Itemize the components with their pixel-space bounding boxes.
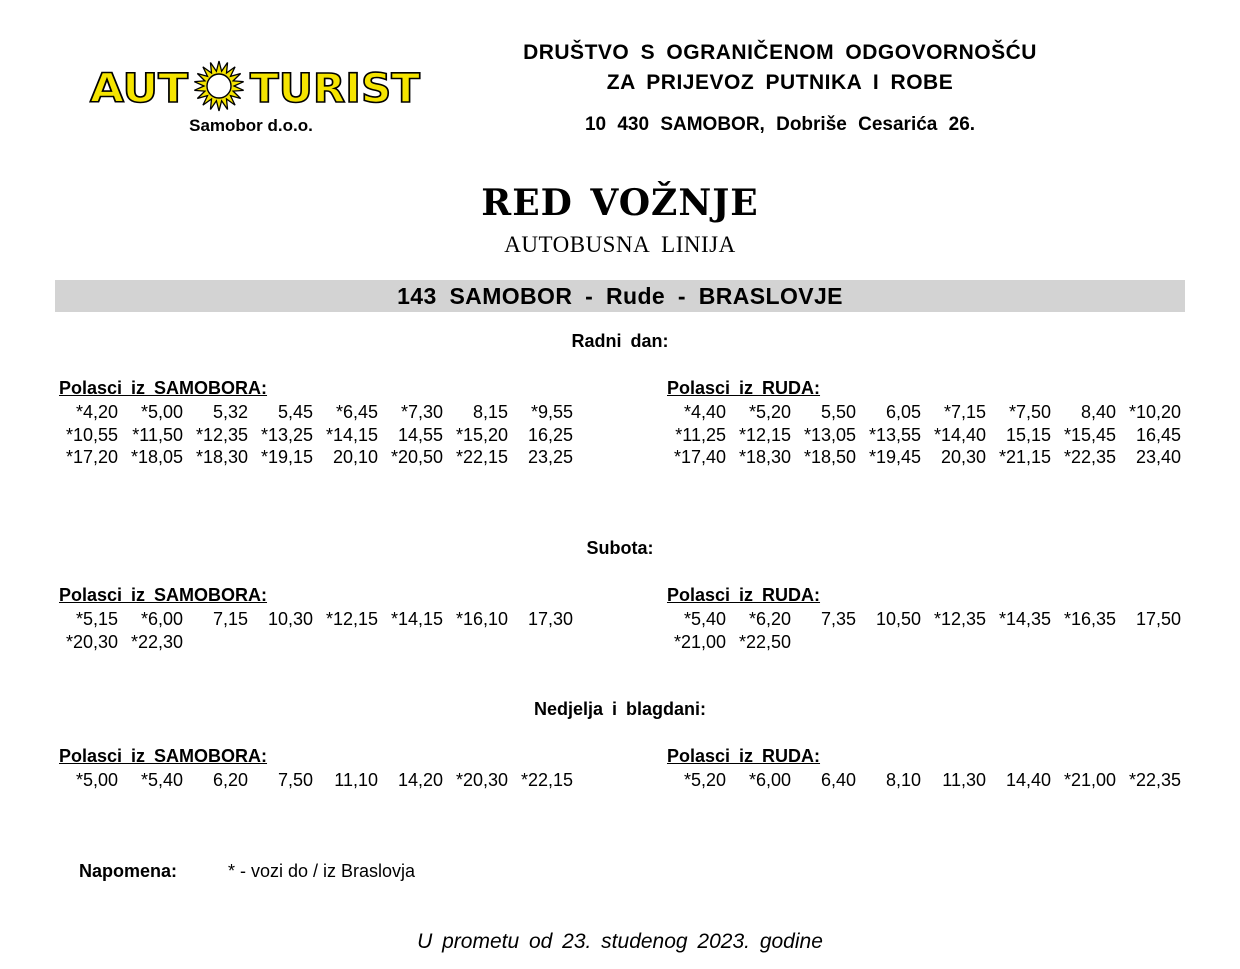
departure-time: *12,35	[933, 609, 986, 629]
departure-time: *4,40	[683, 402, 726, 422]
departure-time: 5,50	[820, 402, 856, 422]
departure-time: *6,20	[748, 609, 791, 629]
departure-time: *22,15	[455, 447, 508, 467]
departure-time: 14,20	[397, 770, 443, 790]
weekday-from-samobor-times	[53, 401, 573, 469]
section-title-sunday-holidays: Nedjelja i blagdani:	[533, 699, 707, 719]
departure-time: 8,40	[1080, 402, 1116, 422]
departure-time: *11,50	[132, 424, 183, 445]
departure-time: *6,00	[140, 609, 183, 629]
departure-time: *5,00	[75, 770, 118, 790]
departure-time: 20,10	[332, 447, 378, 467]
departure-time: *18,05	[130, 447, 183, 467]
saturday-from-samobor-heading: Polasci iz SAMOBORA:	[59, 585, 268, 605]
departure-time: *5,40	[683, 609, 726, 629]
departure-time: 7,15	[212, 609, 248, 629]
departure-time: *7,15	[943, 402, 986, 422]
departure-time: *15,45	[1063, 424, 1116, 445]
sunday-from-samobor-heading: Polasci iz SAMOBORA:	[59, 746, 268, 766]
sunday-from-ruda-times	[661, 769, 1181, 792]
sun-icon	[194, 61, 243, 111]
departure-time: 6,40	[820, 770, 856, 790]
departure-time: 8,10	[885, 770, 921, 790]
departure-time: 14,40	[1005, 770, 1051, 790]
validity-footer: U prometu od 23. studenog 2023. godine	[417, 930, 823, 953]
departure-time: *5,20	[683, 770, 726, 790]
departure-time: *10,20	[1128, 402, 1181, 422]
departure-time: *5,00	[140, 402, 183, 422]
company-line-2: ZA PRIJEVOZ PUTNIKA I ROBE	[606, 71, 954, 94]
departure-time: 11,30	[942, 770, 986, 790]
sunday-from-ruda-heading: Polasci iz RUDA:	[667, 746, 821, 766]
departure-time: *7,30	[400, 402, 443, 422]
logo-text-left: AUT	[90, 66, 189, 112]
departure-time: 15,15	[1005, 424, 1051, 445]
departure-time: *17,40	[673, 447, 726, 467]
departure-time: *9,55	[530, 402, 573, 422]
departure-time: *6,00	[748, 770, 791, 790]
weekday-from-ruda-times	[661, 401, 1181, 469]
departure-time: *17,20	[65, 447, 118, 467]
departure-time: *14,15	[390, 609, 443, 629]
departure-time: 14,55	[397, 424, 443, 445]
departure-time: *12,15	[325, 609, 378, 629]
departure-time: *16,10	[455, 609, 508, 629]
departure-time: *10,55	[65, 424, 118, 445]
departure-time: *21,00	[1063, 770, 1116, 790]
departure-time: *19,15	[260, 447, 313, 467]
company-name	[470, 38, 1090, 98]
departure-time: *22,50	[738, 631, 791, 652]
departure-time: 6,05	[885, 402, 921, 422]
departure-time: *6,45	[335, 402, 378, 422]
note-label: Napomena:	[79, 861, 178, 881]
departure-time: *11,25	[675, 424, 726, 445]
company-address: 10 430 SAMOBOR, Dobriše Cesarića 26.	[584, 114, 976, 135]
departure-time: *20,50	[390, 447, 443, 467]
departure-time: *4,20	[75, 402, 118, 422]
departure-time: *5,15	[75, 609, 118, 629]
logo-text-right: TURIST	[250, 66, 421, 112]
departure-time: 10,50	[875, 609, 921, 629]
company-logo	[88, 60, 424, 112]
departure-time: *21,00	[673, 631, 726, 652]
section-title-saturday: Subota:	[586, 538, 654, 558]
saturday-from-samobor-times	[53, 608, 573, 653]
note-text: * - vozi do / iz Braslovja	[228, 861, 416, 881]
company-line-1: DRUŠTVO S OGRANIČENOM ODGOVORNOŠĆU	[523, 41, 1037, 64]
departure-time: 16,45	[1135, 424, 1181, 445]
sunday-from-samobor-times	[53, 769, 573, 792]
departure-time: *22,30	[130, 631, 183, 652]
departure-time: *12,35	[195, 424, 248, 445]
departure-time: 20,30	[940, 447, 986, 467]
departure-time: *18,30	[195, 447, 248, 467]
departure-time: 17,50	[1135, 609, 1181, 629]
saturday-from-ruda-times	[661, 608, 1181, 653]
section-title-weekday: Radni dan:	[571, 331, 669, 351]
departure-time: *20,30	[455, 770, 508, 790]
departure-time: *21,15	[998, 447, 1051, 467]
departure-time: 6,20	[212, 770, 248, 790]
departure-time: 23,25	[527, 447, 573, 467]
logo-subtitle: Samobor d.o.o.	[189, 116, 313, 135]
departure-time: *5,40	[140, 770, 183, 790]
departure-time: *22,35	[1063, 447, 1116, 467]
departure-time: *22,35	[1128, 770, 1181, 790]
weekday-from-ruda-heading: Polasci iz RUDA:	[667, 378, 821, 398]
departure-time: 7,35	[820, 609, 856, 629]
departure-time: *13,55	[868, 424, 921, 445]
departure-time: *13,25	[260, 424, 313, 445]
departure-time: *16,35	[1063, 609, 1116, 629]
departure-time: 23,40	[1135, 447, 1181, 467]
departure-time: *14,15	[325, 424, 378, 445]
departure-time: 8,15	[472, 402, 508, 422]
weekday-from-samobor-heading: Polasci iz SAMOBORA:	[59, 378, 268, 398]
departure-time: 17,30	[527, 609, 573, 629]
departure-time: *13,05	[803, 424, 856, 445]
page-subtitle: AUTOBUSNA LINIJA	[504, 232, 736, 257]
departure-time: 5,32	[212, 402, 248, 422]
bus-line-banner: 143 SAMOBOR - Rude - BRASLOVJE	[55, 280, 1185, 312]
departure-time: 11,10	[334, 770, 378, 790]
departure-time: *14,40	[933, 424, 986, 445]
departure-time: *5,20	[748, 402, 791, 422]
departure-time: *7,50	[1008, 402, 1051, 422]
departure-time: *14,35	[998, 609, 1051, 629]
departure-time: *20,30	[65, 631, 118, 652]
departure-time: 16,25	[527, 424, 573, 445]
page-title: RED VOŽNJE	[481, 182, 759, 224]
departure-time: 7,50	[277, 770, 313, 790]
departure-time: *18,30	[738, 447, 791, 467]
departure-time: 5,45	[277, 402, 313, 422]
departure-time: *15,20	[455, 424, 508, 445]
saturday-from-ruda-heading: Polasci iz RUDA:	[667, 585, 821, 605]
departure-time: *12,15	[738, 424, 791, 445]
departure-time: *22,15	[520, 770, 573, 790]
departure-time: *18,50	[803, 447, 856, 467]
departure-time: *19,45	[868, 447, 921, 467]
departure-time: 10,30	[267, 609, 313, 629]
